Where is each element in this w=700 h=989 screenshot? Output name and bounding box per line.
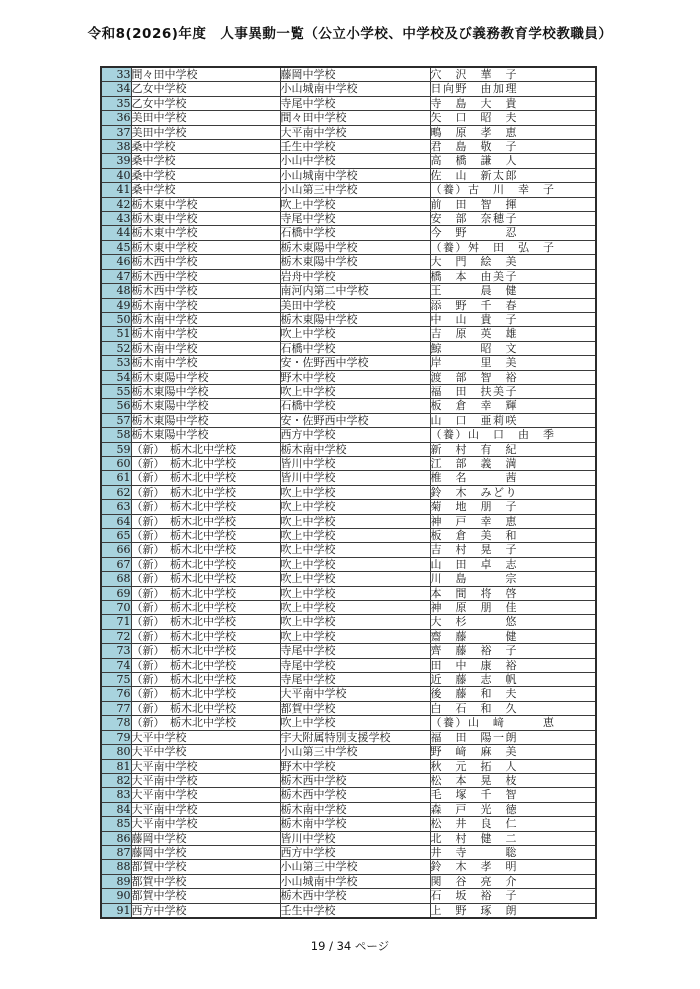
row-number: 53	[101, 356, 131, 370]
to-school: 間々田中学校	[280, 111, 430, 125]
table-row	[101, 140, 596, 154]
table-row	[101, 615, 596, 629]
table-row	[101, 197, 596, 211]
to-school: 寺尾中学校	[280, 673, 430, 687]
table-row	[101, 557, 596, 571]
to-school: 吹上中学校	[280, 543, 430, 557]
from-school: 栃木東陽中学校	[131, 428, 280, 442]
row-number: 80	[101, 745, 131, 759]
person-name: 高 橋 謙 人	[430, 154, 596, 168]
table-row	[101, 485, 596, 499]
table-row	[101, 788, 596, 802]
person-name: 関 谷 亮 介	[430, 874, 596, 888]
table-row	[101, 629, 596, 643]
person-name: 北 村 健 二	[430, 831, 596, 845]
from-school: 桑中学校	[131, 140, 280, 154]
person-name: 森 戸 光 徳	[430, 802, 596, 816]
to-school: 吹上中学校	[280, 601, 430, 615]
from-school: 大平南中学校	[131, 788, 280, 802]
from-school: 桑中学校	[131, 168, 280, 182]
from-school: 美田中学校	[131, 125, 280, 139]
person-name: 岸 里 美	[430, 356, 596, 370]
to-school: 吹上中学校	[280, 557, 430, 571]
row-number: 49	[101, 298, 131, 312]
row-number: 63	[101, 500, 131, 514]
person-name: 川 島 宗	[430, 572, 596, 586]
person-name: 松 本 晃 枝	[430, 773, 596, 787]
row-number: 39	[101, 154, 131, 168]
from-school: 栃木東中学校	[131, 240, 280, 254]
to-school: 皆川中学校	[280, 471, 430, 485]
person-name: 山 口 亜莉咲	[430, 413, 596, 427]
table-row	[101, 874, 596, 888]
person-name: 前 田 智 揮	[430, 197, 596, 211]
row-number: 34	[101, 82, 131, 96]
row-number: 89	[101, 874, 131, 888]
person-name: 秋 元 拓 人	[430, 759, 596, 773]
table-row	[101, 428, 596, 442]
person-name: 江 部 義 満	[430, 456, 596, 470]
from-school: （新） 栃木北中学校	[131, 673, 280, 687]
to-school: 小山中学校	[280, 154, 430, 168]
table-row	[101, 730, 596, 744]
to-school: 吹上中学校	[280, 572, 430, 586]
row-number: 87	[101, 845, 131, 859]
row-number: 52	[101, 341, 131, 355]
row-number: 77	[101, 701, 131, 715]
to-school: 西方中学校	[280, 428, 430, 442]
person-name: 添 野 千 春	[430, 298, 596, 312]
to-school: 安・佐野西中学校	[280, 356, 430, 370]
row-number: 70	[101, 601, 131, 615]
person-name: 鴫 原 孝 恵	[430, 125, 596, 139]
table-row	[101, 745, 596, 759]
to-school: 栃木東陽中学校	[280, 312, 430, 326]
person-name: 神 原 朋 佳	[430, 601, 596, 615]
to-school: 吹上中学校	[280, 615, 430, 629]
row-number: 36	[101, 111, 131, 125]
person-name: （養）舛 田 弘 子	[430, 240, 596, 254]
row-number: 56	[101, 399, 131, 413]
person-name: 椎 名 茜	[430, 471, 596, 485]
person-name: 近 藤 志 帆	[430, 673, 596, 687]
table-row	[101, 240, 596, 254]
row-number: 90	[101, 889, 131, 903]
to-school: 大平南中学校	[280, 125, 430, 139]
row-number: 33	[101, 67, 131, 82]
from-school: 栃木西中学校	[131, 269, 280, 283]
table-row	[101, 644, 596, 658]
from-school: 美田中学校	[131, 111, 280, 125]
table-row	[101, 658, 596, 672]
to-school: 西方中学校	[280, 845, 430, 859]
to-school: 栃木南中学校	[280, 802, 430, 816]
from-school: 栃木西中学校	[131, 284, 280, 298]
to-school: 吹上中学校	[280, 529, 430, 543]
table-row	[101, 269, 596, 283]
to-school: 小山第三中学校	[280, 183, 430, 197]
to-school: 寺尾中学校	[280, 96, 430, 110]
row-number: 55	[101, 384, 131, 398]
personnel-transfer-table	[100, 66, 597, 919]
from-school: （新） 栃木北中学校	[131, 701, 280, 715]
from-school: 桑中学校	[131, 154, 280, 168]
row-number: 69	[101, 586, 131, 600]
from-school: （新） 栃木北中学校	[131, 543, 280, 557]
from-school: 大平南中学校	[131, 802, 280, 816]
row-number: 75	[101, 673, 131, 687]
person-name: 神 戸 幸 恵	[430, 514, 596, 528]
person-name: 新 村 有 紀	[430, 442, 596, 456]
row-number: 66	[101, 543, 131, 557]
row-number: 38	[101, 140, 131, 154]
table-row	[101, 413, 596, 427]
person-name: 白 石 和 久	[430, 701, 596, 715]
table-row	[101, 255, 596, 269]
from-school: 間々田中学校	[131, 67, 280, 82]
from-school: （新） 栃木北中学校	[131, 716, 280, 730]
table-row	[101, 442, 596, 456]
from-school: 栃木東陽中学校	[131, 370, 280, 384]
table-row	[101, 67, 596, 82]
from-school: 西方中学校	[131, 903, 280, 918]
page-number: 19 / 34 ページ	[310, 939, 390, 953]
person-name: 齊 藤 裕 子	[430, 644, 596, 658]
to-school: 美田中学校	[280, 298, 430, 312]
to-school: 寺尾中学校	[280, 658, 430, 672]
from-school: （新） 栃木北中学校	[131, 485, 280, 499]
row-number: 45	[101, 240, 131, 254]
row-number: 79	[101, 730, 131, 744]
person-name: 松 井 良 仁	[430, 817, 596, 831]
from-school: 大平南中学校	[131, 759, 280, 773]
row-number: 91	[101, 903, 131, 918]
row-number: 84	[101, 802, 131, 816]
person-name: 毛 塚 千 智	[430, 788, 596, 802]
person-name: 日向野 由加理	[430, 82, 596, 96]
table-row	[101, 327, 596, 341]
row-number: 44	[101, 226, 131, 240]
from-school: （新） 栃木北中学校	[131, 456, 280, 470]
table-row	[101, 226, 596, 240]
to-school: 吹上中学校	[280, 586, 430, 600]
from-school: （新） 栃木北中学校	[131, 658, 280, 672]
row-number: 86	[101, 831, 131, 845]
to-school: 都賀中学校	[280, 701, 430, 715]
person-name: 大 門 絵 美	[430, 255, 596, 269]
from-school: （新） 栃木北中学校	[131, 601, 280, 615]
person-name: 福 田 陽一朗	[430, 730, 596, 744]
from-school: （新） 栃木北中学校	[131, 629, 280, 643]
from-school: 栃木東中学校	[131, 226, 280, 240]
to-school: 小山第三中学校	[280, 745, 430, 759]
from-school: 栃木西中学校	[131, 255, 280, 269]
from-school: （新） 栃木北中学校	[131, 529, 280, 543]
from-school: 栃木東陽中学校	[131, 413, 280, 427]
to-school: 栃木西中学校	[280, 773, 430, 787]
table-row	[101, 168, 596, 182]
table-row	[101, 183, 596, 197]
from-school: 大平南中学校	[131, 817, 280, 831]
to-school: 野木中学校	[280, 370, 430, 384]
row-number: 43	[101, 212, 131, 226]
row-number: 46	[101, 255, 131, 269]
to-school: 皆川中学校	[280, 831, 430, 845]
to-school: 栃木東陽中学校	[280, 240, 430, 254]
to-school: 吹上中学校	[280, 716, 430, 730]
table-row	[101, 341, 596, 355]
table-row	[101, 845, 596, 859]
from-school: 都賀中学校	[131, 889, 280, 903]
row-number: 65	[101, 529, 131, 543]
table-row	[101, 543, 596, 557]
table-row	[101, 860, 596, 874]
to-school: 岩舟中学校	[280, 269, 430, 283]
to-school: 壬生中学校	[280, 903, 430, 918]
person-name: 石 坂 裕 子	[430, 889, 596, 903]
table-row	[101, 802, 596, 816]
row-number: 59	[101, 442, 131, 456]
row-number: 85	[101, 817, 131, 831]
from-school: （新） 栃木北中学校	[131, 442, 280, 456]
from-school: 乙女中学校	[131, 96, 280, 110]
person-name: （養）山 口 由 季	[430, 428, 596, 442]
row-number: 62	[101, 485, 131, 499]
person-name: 野 﨑 麻 美	[430, 745, 596, 759]
table-row	[101, 356, 596, 370]
table-row	[101, 773, 596, 787]
to-school: 小山城南中学校	[280, 874, 430, 888]
to-school: 吹上中学校	[280, 384, 430, 398]
to-school: 石橋中学校	[280, 399, 430, 413]
row-number: 48	[101, 284, 131, 298]
table-row	[101, 817, 596, 831]
person-name: 上 野 琢 朗	[430, 903, 596, 918]
person-name: 鈴 木 みどり	[430, 485, 596, 499]
row-number: 37	[101, 125, 131, 139]
to-school: 大平南中学校	[280, 687, 430, 701]
from-school: 藤岡中学校	[131, 845, 280, 859]
table-row	[101, 673, 596, 687]
person-name: 吉 原 英 雄	[430, 327, 596, 341]
row-number: 51	[101, 327, 131, 341]
to-school: 南河内第二中学校	[280, 284, 430, 298]
table-row	[101, 831, 596, 845]
person-name: 井 寺 聡	[430, 845, 596, 859]
from-school: 桑中学校	[131, 183, 280, 197]
row-number: 74	[101, 658, 131, 672]
row-number: 73	[101, 644, 131, 658]
to-school: 寺尾中学校	[280, 212, 430, 226]
row-number: 81	[101, 759, 131, 773]
row-number: 61	[101, 471, 131, 485]
to-school: 吹上中学校	[280, 500, 430, 514]
table-row	[101, 514, 596, 528]
row-number: 58	[101, 428, 131, 442]
row-number: 41	[101, 183, 131, 197]
row-number: 54	[101, 370, 131, 384]
table-row	[101, 312, 596, 326]
to-school: 栃木西中学校	[280, 889, 430, 903]
from-school: （新） 栃木北中学校	[131, 586, 280, 600]
to-school: 栃木南中学校	[280, 442, 430, 456]
person-name: 矢 口 昭 夫	[430, 111, 596, 125]
from-school: （新） 栃木北中学校	[131, 687, 280, 701]
table-row	[101, 399, 596, 413]
from-school: （新） 栃木北中学校	[131, 615, 280, 629]
from-school: （新） 栃木北中学校	[131, 514, 280, 528]
from-school: 藤岡中学校	[131, 831, 280, 845]
from-school: 大平南中学校	[131, 773, 280, 787]
person-name: 菊 地 朋 子	[430, 500, 596, 514]
table-body	[101, 67, 596, 918]
to-school: 宇大附属特別支援学校	[280, 730, 430, 744]
to-school: 小山城南中学校	[280, 168, 430, 182]
person-name: （養）山 﨑 恵	[430, 716, 596, 730]
from-school: 栃木東中学校	[131, 212, 280, 226]
row-number: 76	[101, 687, 131, 701]
from-school: （新） 栃木北中学校	[131, 557, 280, 571]
table-row	[101, 586, 596, 600]
from-school: 都賀中学校	[131, 874, 280, 888]
person-name: 中 山 貴 子	[430, 312, 596, 326]
person-name: 板 倉 幸 輝	[430, 399, 596, 413]
from-school: （新） 栃木北中学校	[131, 471, 280, 485]
row-number: 82	[101, 773, 131, 787]
page-title: 令和8(2026)年度 人事異動一覧（公立小学校、中学校及び義務教育学校教職員）	[87, 26, 613, 42]
to-school: 栃木南中学校	[280, 817, 430, 831]
row-number: 64	[101, 514, 131, 528]
person-name: 後 藤 和 夫	[430, 687, 596, 701]
to-school: 安・佐野西中学校	[280, 413, 430, 427]
person-name: 本 間 将 啓	[430, 586, 596, 600]
person-name: 鯨 昭 文	[430, 341, 596, 355]
person-name: 福 田 扶美子	[430, 384, 596, 398]
row-number: 71	[101, 615, 131, 629]
person-name: 穴 沢 華 子	[430, 67, 596, 82]
table-row	[101, 471, 596, 485]
from-school: 乙女中学校	[131, 82, 280, 96]
table-row	[101, 903, 596, 918]
row-number: 50	[101, 312, 131, 326]
person-name: 今 野 忍	[430, 226, 596, 240]
table-row	[101, 212, 596, 226]
to-school: 石橋中学校	[280, 341, 430, 355]
from-school: （新） 栃木北中学校	[131, 644, 280, 658]
person-name: 佐 山 新太郎	[430, 168, 596, 182]
row-number: 35	[101, 96, 131, 110]
person-name: 齋 藤 健	[430, 629, 596, 643]
to-school: 寺尾中学校	[280, 644, 430, 658]
person-name: 板 倉 美 和	[430, 529, 596, 543]
to-school: 小山城南中学校	[280, 82, 430, 96]
person-name: 山 田 卓 志	[430, 557, 596, 571]
from-school: 都賀中学校	[131, 860, 280, 874]
to-school: 栃木東陽中学校	[280, 255, 430, 269]
to-school: 藤岡中学校	[280, 67, 430, 82]
table-row	[101, 154, 596, 168]
from-school: 大平中学校	[131, 745, 280, 759]
row-number: 83	[101, 788, 131, 802]
to-school: 吹上中学校	[280, 485, 430, 499]
row-number: 42	[101, 197, 131, 211]
from-school: 栃木東陽中学校	[131, 399, 280, 413]
person-name: 鈴 木 孝 明	[430, 860, 596, 874]
from-school: 栃木東中学校	[131, 197, 280, 211]
to-school: 壬生中学校	[280, 140, 430, 154]
table-row	[101, 889, 596, 903]
table-row	[101, 687, 596, 701]
row-number: 47	[101, 269, 131, 283]
table-row	[101, 759, 596, 773]
to-school: 吹上中学校	[280, 197, 430, 211]
from-school: 栃木南中学校	[131, 356, 280, 370]
table-row	[101, 284, 596, 298]
table-row	[101, 456, 596, 470]
from-school: 栃木南中学校	[131, 341, 280, 355]
to-school: 吹上中学校	[280, 327, 430, 341]
from-school: 大平中学校	[131, 730, 280, 744]
table-row	[101, 111, 596, 125]
row-number: 78	[101, 716, 131, 730]
person-name: 渡 部 智 裕	[430, 370, 596, 384]
row-number: 67	[101, 557, 131, 571]
person-name: （養）古 川 幸 子	[430, 183, 596, 197]
table-row	[101, 716, 596, 730]
person-name: 王 晨 健	[430, 284, 596, 298]
to-school: 吹上中学校	[280, 514, 430, 528]
row-number: 72	[101, 629, 131, 643]
from-school: （新） 栃木北中学校	[131, 500, 280, 514]
table-row	[101, 529, 596, 543]
table-row	[101, 125, 596, 139]
table-row	[101, 96, 596, 110]
person-name: 田 中 康 裕	[430, 658, 596, 672]
table-row	[101, 370, 596, 384]
person-name: 橋 本 由美子	[430, 269, 596, 283]
person-name: 大 杉 悠	[430, 615, 596, 629]
row-number: 40	[101, 168, 131, 182]
table-row	[101, 601, 596, 615]
table-row	[101, 384, 596, 398]
to-school: 野木中学校	[280, 759, 430, 773]
to-school: 石橋中学校	[280, 226, 430, 240]
person-name: 吉 村 晃 子	[430, 543, 596, 557]
person-name: 寺 島 大 貴	[430, 96, 596, 110]
table-row	[101, 82, 596, 96]
person-name: 君 島 敬 子	[430, 140, 596, 154]
from-school: 栃木南中学校	[131, 327, 280, 341]
table-row	[101, 500, 596, 514]
to-school: 皆川中学校	[280, 456, 430, 470]
from-school: 栃木南中学校	[131, 312, 280, 326]
to-school: 吹上中学校	[280, 629, 430, 643]
row-number: 60	[101, 456, 131, 470]
from-school: 栃木南中学校	[131, 298, 280, 312]
to-school: 栃木西中学校	[280, 788, 430, 802]
person-name: 安 部 奈穂子	[430, 212, 596, 226]
to-school: 小山第三中学校	[280, 860, 430, 874]
from-school: （新） 栃木北中学校	[131, 572, 280, 586]
table-row	[101, 298, 596, 312]
row-number: 57	[101, 413, 131, 427]
table-row	[101, 701, 596, 715]
table-row	[101, 572, 596, 586]
row-number: 88	[101, 860, 131, 874]
from-school: 栃木東陽中学校	[131, 384, 280, 398]
row-number: 68	[101, 572, 131, 586]
